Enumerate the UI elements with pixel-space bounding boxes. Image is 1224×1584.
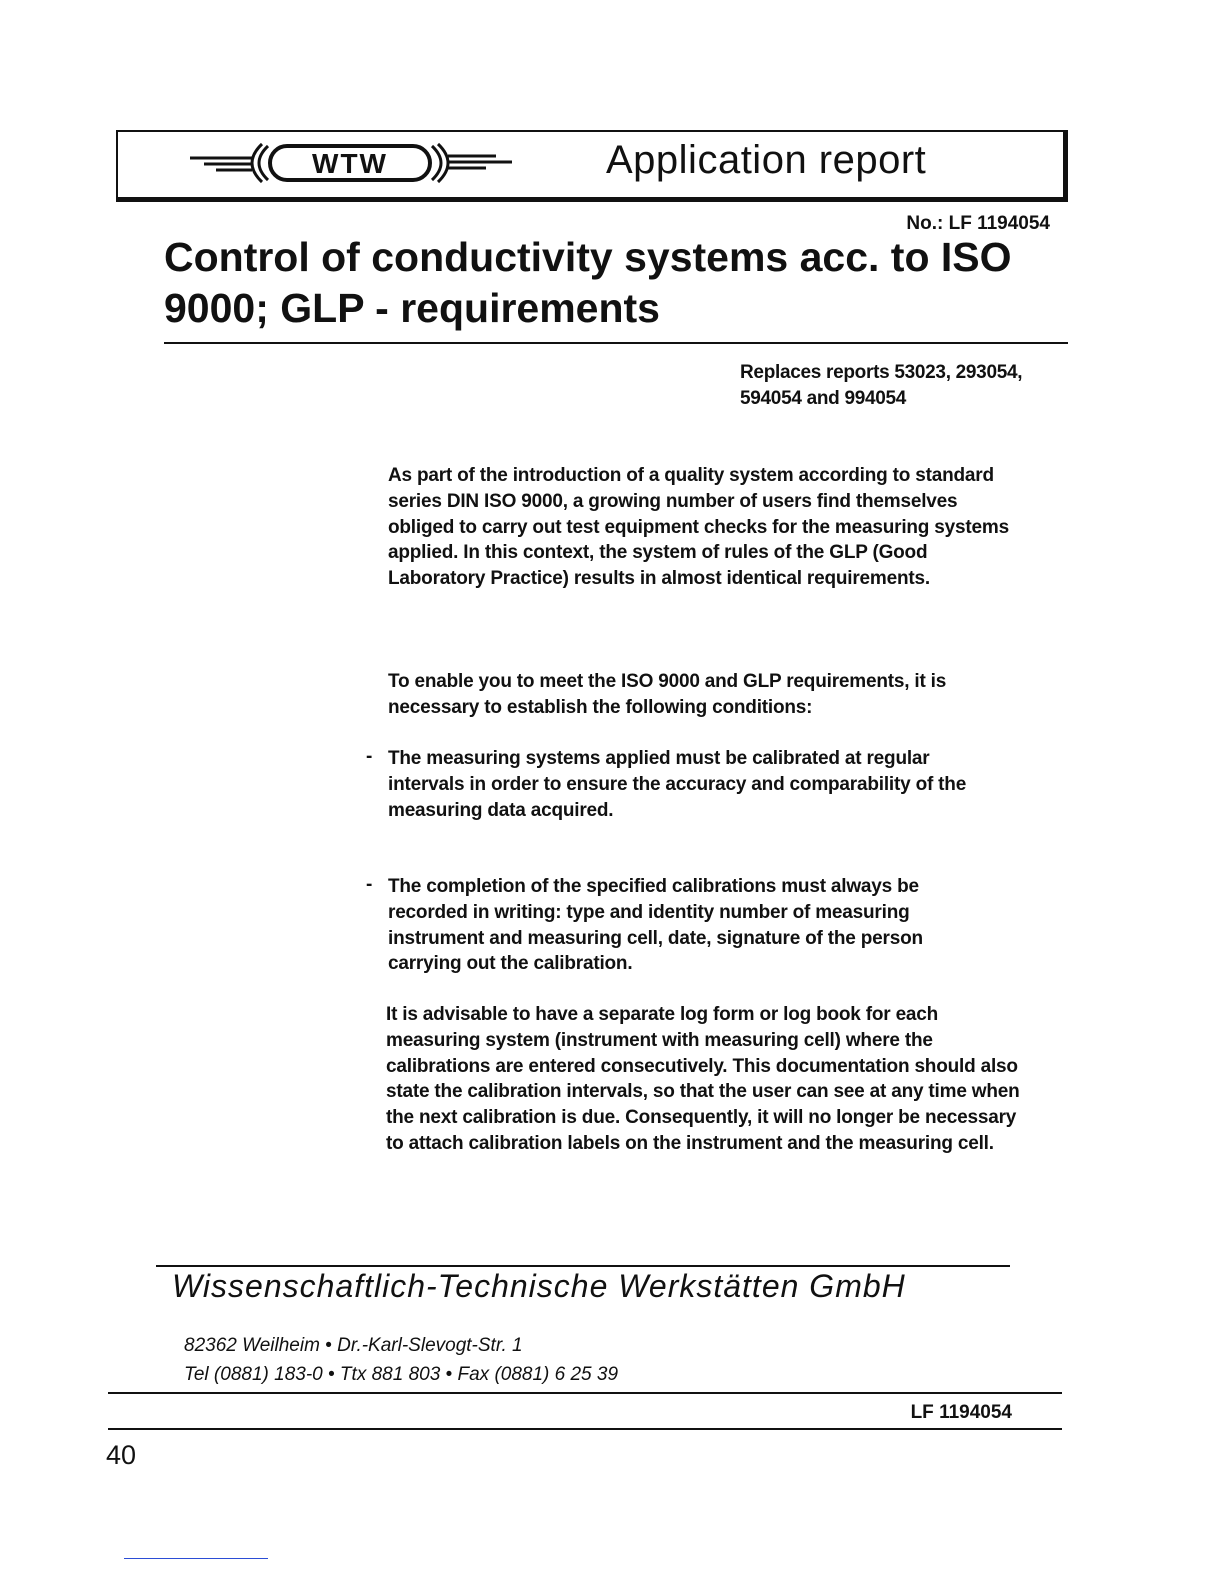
bullet-marker: - bbox=[366, 746, 373, 767]
company-contact: Tel (0881) 183-0 • Ttx 881 803 • Fax (0881) 6 25 39 bbox=[184, 1364, 619, 1385]
footer-divider-mid bbox=[108, 1392, 1062, 1394]
company-name: Wissenschaftlich-Technische Werkstätten GmbH bbox=[172, 1268, 906, 1304]
conditions-paragraph: To enable you to meet the ISO 9000 and GLP requirements, it is necessary to establish the following conditions: bbox=[388, 671, 947, 718]
page-title: Control of conductivity systems acc. to ISO 9000; GLP - requirements bbox=[164, 234, 1012, 331]
logbook-paragraph: It is advisable to have a separate log form or log book for each measuring system (instrument with measuring cell) where the calibrations are entered consecutively. This documentation should also state the calibration intervals, so that the user can see at any time when the next calibration is due. Consequently, it will no longer be necessary to attach calibration labels on the instrument and the measuring cell. bbox=[386, 1004, 1020, 1154]
app-title: Application report bbox=[606, 138, 927, 182]
logo-text: WTW bbox=[312, 148, 388, 179]
title-divider bbox=[164, 342, 1068, 344]
report-number: No.: LF 1194054 bbox=[906, 213, 1050, 234]
footer-divider-top bbox=[156, 1265, 1010, 1267]
intro-paragraph: As part of the introduction of a quality system according to standard series DIN ISO 9000, a growing number of users find themselves obliged to carry out test equipment checks for the measuring systems applied. In this context, the system of rules of the GLP (Good Laboratory Practice) results in almost identical requirements. bbox=[388, 465, 1009, 590]
company-address: 82362 Weilheim • Dr.-Karl-Slevogt-Str. 1 bbox=[184, 1335, 523, 1356]
page-number: 40 bbox=[106, 1440, 137, 1470]
footer-divider-bottom bbox=[108, 1428, 1062, 1430]
replaces-note: Replaces reports 53023, 293054, 594054 and 994054 bbox=[740, 362, 1023, 409]
bottom-link-line bbox=[124, 1558, 268, 1559]
wtw-logo bbox=[186, 140, 516, 186]
bullet-marker: - bbox=[366, 874, 373, 895]
report-code: LF 1194054 bbox=[910, 1402, 1012, 1423]
bullet-calibration: The measuring systems applied must be calibrated at regular intervals in order to ensure the accuracy and comparability of the measuring data acquired. bbox=[388, 748, 967, 821]
bullet-records: The completion of the specified calibrations must always be recorded in writing: type and identity number of measuring instrument and measuring cell, date, signature of the person carrying out the calibration. bbox=[388, 876, 923, 975]
